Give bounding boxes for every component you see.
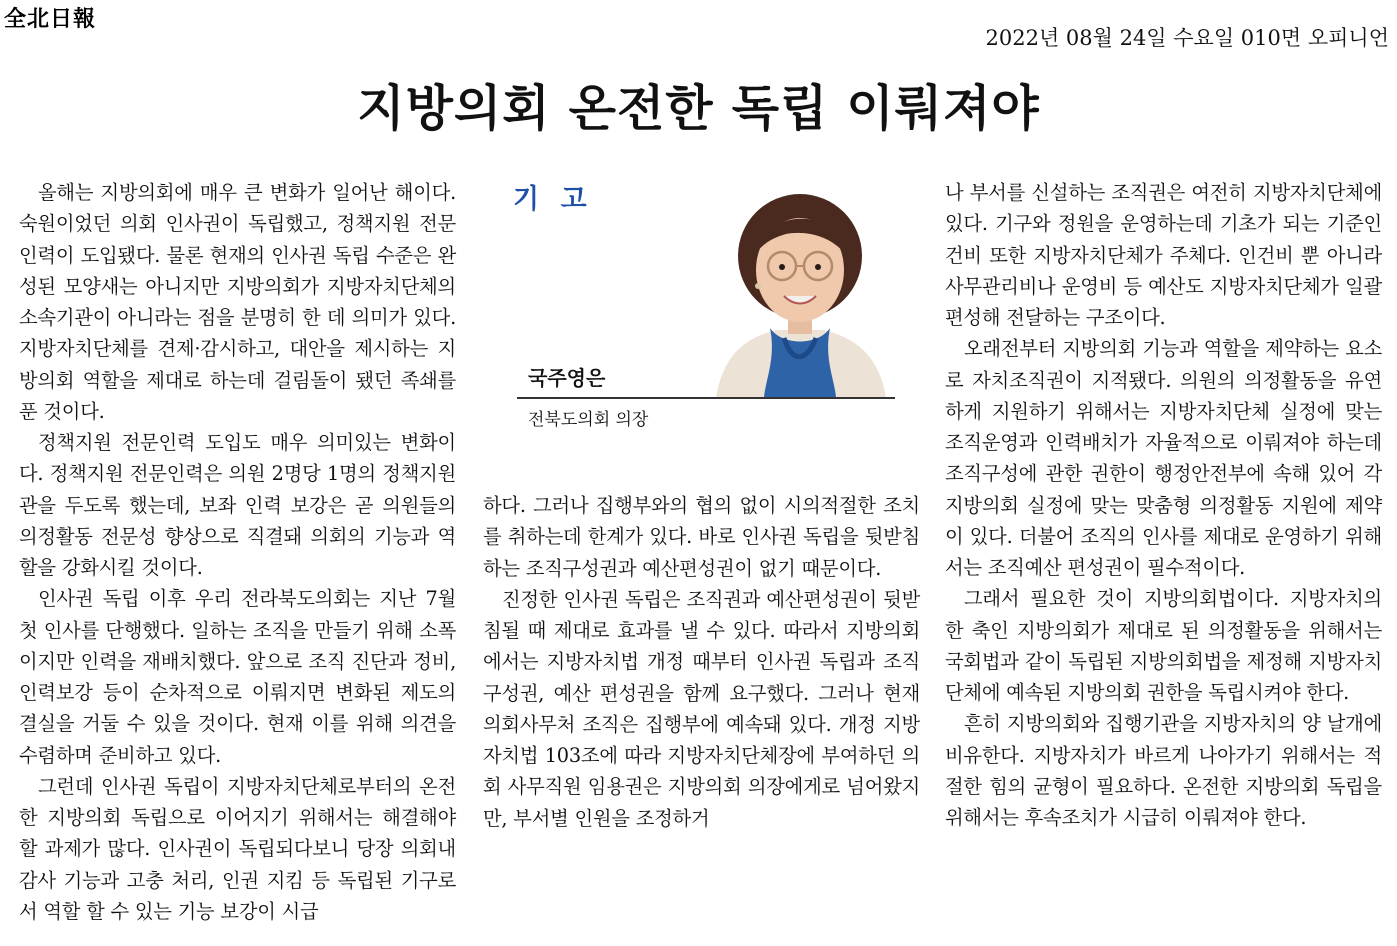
article-paragraph: 흔히 지방의회와 집행기관을 지방자치의 양 날개에 비유한다. 지방자치가 바르게 나아가기 위해서는 적절한 힘의 균형이 필요하다. 온전한 지방의회 독립을 위해서는 후속조치가 시급히 이뤄져야 한다. <box>945 712 1382 829</box>
headline: 지방의회 온전한 독립 이뤄져야 <box>357 80 1040 137</box>
author-portrait-image <box>706 178 894 397</box>
article-paragraph: 정책지원 전문인력 도입도 매우 의미있는 변화이다. 정책지원 전문인력은 의원 2명당 1명의 정책지원관을 두도록 했는데, 보좌 인력 보강은 곧 의원들의 의정활동 전문성 향상으로 직결돼 의회의 기능과 역할을 강화시킬 것이다. <box>19 431 456 579</box>
article-paragraph: 진정한 인사권 독립은 조직권과 예산편성권이 뒷받침될 때 제대로 효과를 낼 수 있다. 따라서 지방의회에서는 지방자치법 개정 때부터 인사권 독립과 조직구성권, 예산 편성권을 함께 요구했다. 그러나 현재 의회사무처 조직은 집행부에 예속돼 있다. 개정 지방자치법 103조에 따라 지방자치단체장에 부여하던 의회 사무직원 임용권은 지방의회 의장에게로 넘어왔지만, 부서별 인원을 조정하거 <box>483 587 920 830</box>
article-paragraph: 오래전부터 지방의회 기능과 역할을 제약하는 요소로 자치조직권이 지적됐다. 의원의 의정활동을 유연하게 지원하기 위해서는 지방자치단체 실정에 맞는 조직운영과 인력배치가 자율적으로 이뤄져야 하는데 조직구성에 관한 권한이 행정안전부에 속해 있어 각 지방의회 실정에 맞는 맞춤형 의정활동 지원에 제약이 있다. 더불어 조직의 인사를 제대로 운영하기 위해서는 조직예산 편성권이 필수적이다. <box>945 337 1382 579</box>
article-paragraph: 그래서 필요한 것이 지방의회법이다. 지방자치의 한 축인 지방의회가 제대로 된 의정활동을 위해서는 국회법과 같이 독립된 지방의회법을 제정해 지방자치단체에 예속된 지방의회 권한을 독립시켜야 한다. <box>945 587 1382 704</box>
section-tag: 기 고 <box>513 184 593 215</box>
article-column-2 <box>483 490 920 834</box>
author-photo <box>706 178 894 397</box>
article-paragraph: 올해는 지방의회에 매우 큰 변화가 일어난 해이다. 숙원이었던 의회 인사권이 독립했고, 정책지원 전문인력이 도입됐다. 물론 현재의 인사권 독립 수준은 완성된 모양새는 아니지만 지방의회가 지방자치단체의 소속기관이 아니라는 점을 분명히 한 데 의미가 있다. 지방자치단체를 견제·감시하고, 대안을 제시하는 지방의회 역할을 제대로 하는데 걸림돌이 됐던 족쇄를 푼 것이다. <box>19 181 456 423</box>
article-paragraph: 그런데 인사권 독립이 지방자치단체로부터의 온전한 지방의회 독립으로 이어지기 위해서는 해결해야 할 과제가 많다. 인사권이 독립되다보니 당장 의회내 감사 기능과 고충 처리, 인권 지킴 등 독립된 기구로서 역할 할 수 있는 기능 보강이 시급 <box>19 774 456 923</box>
dateline: 2022년 08월 24일 수요일 010면 오피니언 <box>985 26 1389 50</box>
author-divider <box>517 397 895 399</box>
article-paragraph: 나 부서를 신설하는 조직권은 여전히 지방자치단체에 있다. 기구와 정원을 운영하는데 기초가 되는 기준인건비 또한 지방자치단체가 주체다. 인건비 뿐 아니라 사무관리비나 운영비 등 예산도 지방자치단체가 일괄 편성해 전달하는 구조이다. <box>945 181 1382 329</box>
newspaper-logo: 全北日報 <box>4 7 97 32</box>
author-name: 국주영은 <box>528 366 606 390</box>
author-title: 전북도의회 의장 <box>528 410 649 430</box>
article-paragraph: 인사권 독립 이후 우리 전라북도의회는 지난 7월 첫 인사를 단행했다. 일하는 조직을 만들기 위해 소폭이지만 인력을 재배치했다. 앞으로 조직 진단과 정비, 인력보강 등이 순차적으로 이뤄지면 변화된 제도의 결실을 거둘 수 있을 것이다. 현재 이를 위해 의견을 수렴하며 준비하고 있다. <box>19 587 456 767</box>
article-paragraph: 하다. 그러나 집행부와의 협의 없이 시의적절한 조치를 취하는데 한계가 있다. 바로 인사권 독립을 뒷받침하는 조직구성권과 예산편성권이 없기 때문이다. <box>483 494 920 580</box>
article-column-1 <box>19 177 456 927</box>
article-column-3 <box>945 177 1382 833</box>
